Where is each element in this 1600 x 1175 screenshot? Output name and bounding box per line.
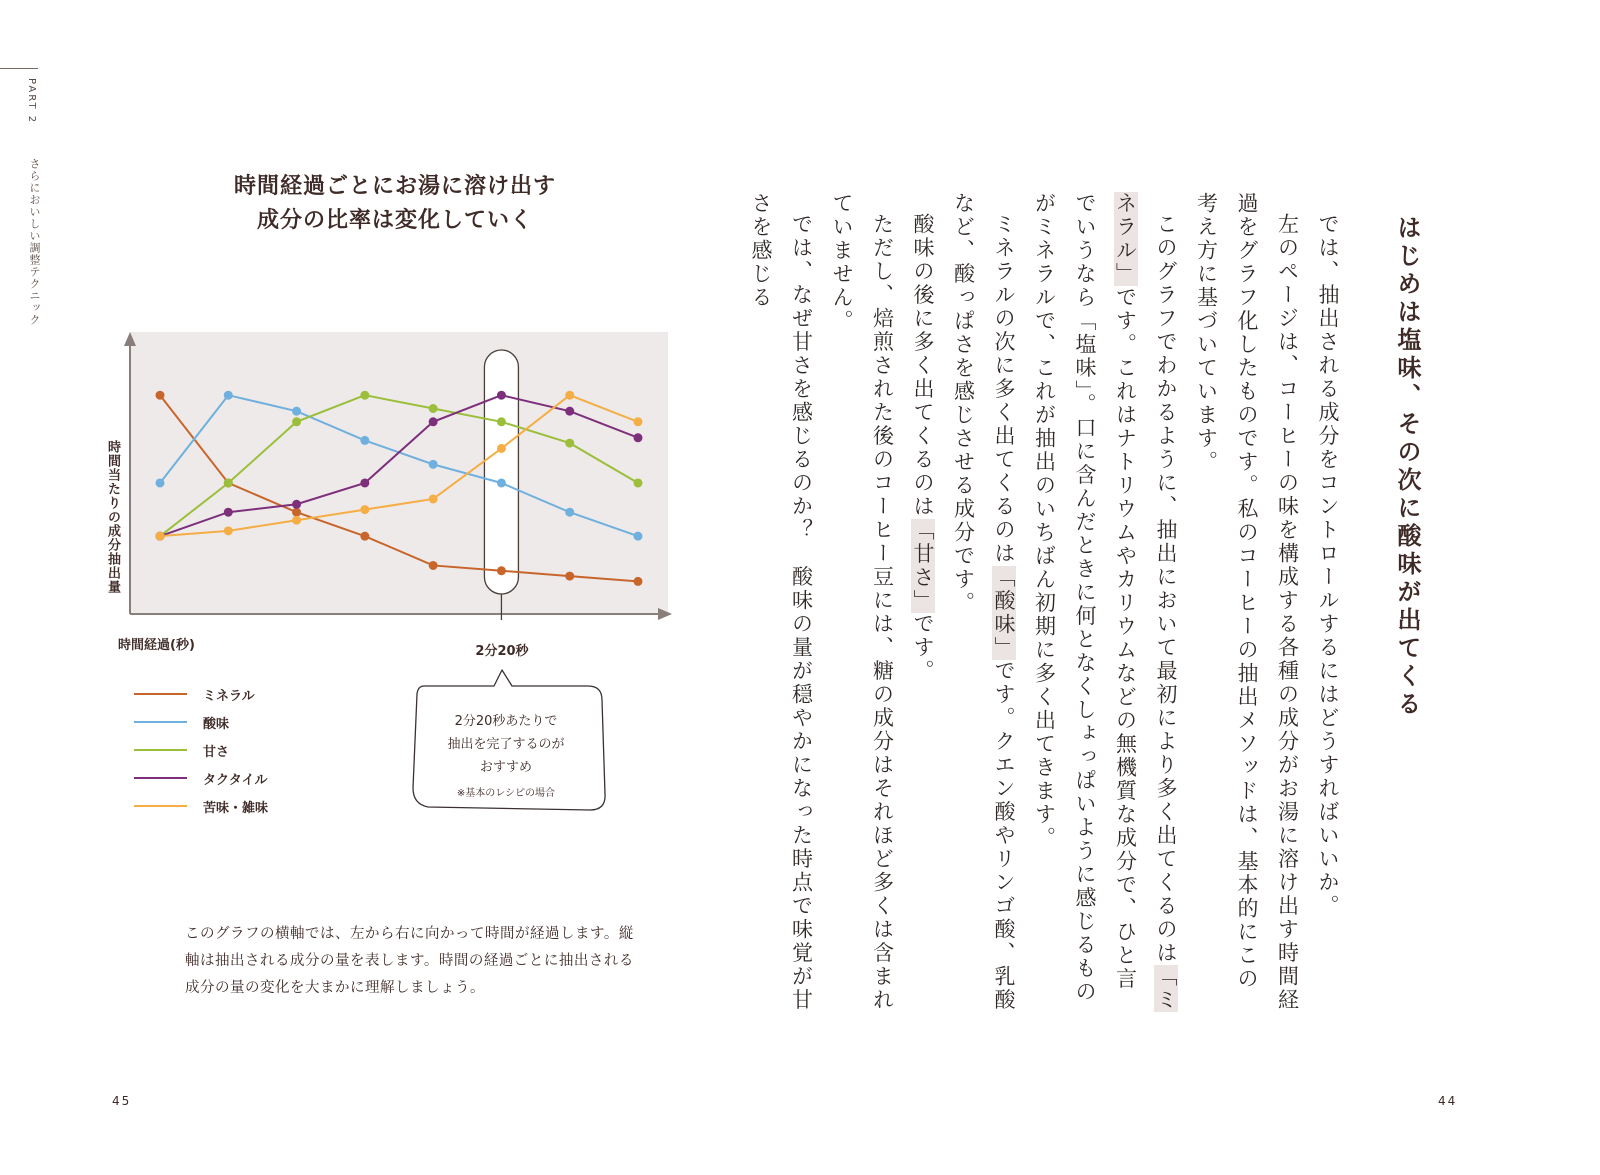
data-point xyxy=(497,391,506,400)
legend-swatch xyxy=(134,749,187,751)
line-chart xyxy=(80,320,680,630)
paragraph xyxy=(1024,192,1186,1012)
paragraph xyxy=(1308,192,1349,1012)
highlight: 「酸味」 xyxy=(992,565,1016,660)
time-marker-band xyxy=(484,350,518,594)
text: 左のページは、コーヒーの味を構成する各種の成分がお湯に溶け出す時間経過をグラフ化したものです。私のコーヒーの抽出メソッドは、基本的にこの考え方に基づいています。 xyxy=(1194,192,1300,1012)
paragraph xyxy=(1186,192,1308,1012)
highlight: 「ミネラル」 xyxy=(1113,192,1178,1012)
data-point xyxy=(565,439,574,448)
paragraph xyxy=(943,192,1024,1012)
chart-title xyxy=(180,170,610,238)
data-point xyxy=(224,391,233,400)
data-point xyxy=(497,478,506,487)
highlight: 「甘さ」 xyxy=(911,518,935,613)
data-point xyxy=(224,508,233,517)
legend-label: 酸味 xyxy=(203,716,230,732)
legend-item xyxy=(134,736,268,764)
x-axis-label: 時間経過(秒) xyxy=(118,638,195,653)
part-rule xyxy=(0,68,38,69)
data-point xyxy=(360,505,369,514)
data-point xyxy=(565,407,574,416)
page-number-right: 44 xyxy=(1438,1094,1458,1108)
chart-title-line2: 成分の比率は変化していく xyxy=(256,208,533,233)
data-point xyxy=(429,494,438,503)
data-point xyxy=(360,391,369,400)
paragraph xyxy=(741,192,822,1012)
legend-item xyxy=(134,680,268,708)
legend-item xyxy=(134,792,268,820)
paragraph xyxy=(903,192,944,1012)
data-point xyxy=(634,433,643,442)
data-point xyxy=(497,444,506,453)
paragraph xyxy=(822,192,903,1012)
text: です。これはナトリウムやカリウムなどの無機質な成分で、ひと言でいうなら「塩味」。口に含んだときに何となくしょっぱいように感じるものがミネラルで、これが抽出のいちばん初期に多く出てきます。 xyxy=(1032,192,1138,1004)
legend-label: 甘さ xyxy=(203,744,230,760)
data-point xyxy=(429,561,438,570)
text: このグラフでわかるように、抽出において最初により多く出てくるのは xyxy=(1154,213,1178,965)
chart-description: このグラフの横軸では、左から右に向かって時間が経過します。縦軸は抽出される成分の量を表します。時間の経過ごとに抽出される成分の量の変化を大まかに理解しましょう。 xyxy=(185,926,634,996)
text: です。クエン酸やリンゴ酸、乳酸など、酸っぱさを感じさせる成分です。 xyxy=(951,192,1016,1012)
legend-item xyxy=(134,708,268,736)
legend-swatch xyxy=(134,721,187,723)
y-axis-label: 時間当たりの成分抽出量 xyxy=(105,440,120,594)
part-label: PART 2 xyxy=(26,78,37,125)
text: では、抽出される成分をコントロールするにはどうすればいいか。 xyxy=(1316,213,1340,918)
callout-text xyxy=(418,710,594,805)
data-point xyxy=(429,404,438,413)
data-point xyxy=(565,508,574,517)
legend-swatch xyxy=(134,777,187,779)
data-point xyxy=(565,572,574,581)
data-point xyxy=(360,532,369,541)
text: です。 xyxy=(911,612,935,683)
legend-swatch xyxy=(134,805,187,807)
legend-label: ミネラル xyxy=(203,688,255,704)
legend-label: タクタイル xyxy=(203,772,268,788)
text: ただし、焙煎された後のコーヒー豆には、糖の成分はそれほど多くは含まれていません。 xyxy=(830,192,895,1012)
callout-line: 2分20秒あたりで xyxy=(454,714,558,729)
data-point xyxy=(429,417,438,426)
data-point xyxy=(292,417,301,426)
plot-background xyxy=(130,332,668,614)
data-point xyxy=(429,460,438,469)
data-point xyxy=(224,526,233,535)
callout-note: ※基本のレシピの場合 xyxy=(456,788,556,799)
data-point xyxy=(156,478,165,487)
body-text xyxy=(749,192,1348,1012)
callout-line: おすすめ xyxy=(479,760,533,775)
data-point xyxy=(156,391,165,400)
chart-title-line1: 時間経過ごとにお湯に溶け出す xyxy=(233,174,556,199)
legend-swatch xyxy=(134,693,187,695)
data-point xyxy=(497,566,506,575)
data-point xyxy=(292,508,301,517)
data-point xyxy=(292,500,301,509)
data-point xyxy=(565,391,574,400)
data-point xyxy=(634,577,643,586)
section-label: さらにおいしい調整テクニック xyxy=(28,158,41,326)
data-point xyxy=(634,478,643,487)
chart-legend xyxy=(134,680,268,820)
section-heading: はじめは塩味、その次に酸味が出てくる xyxy=(1393,215,1421,719)
page-number-left: 45 xyxy=(112,1094,132,1108)
data-point xyxy=(292,516,301,525)
data-point xyxy=(497,417,506,426)
data-point xyxy=(224,478,233,487)
legend-label: 苦味・雑味 xyxy=(203,800,269,816)
data-point xyxy=(292,407,301,416)
text: では、なぜ甘さを感じるのか？ 酸味の量が穏やかになった時点で味覚が甘さを感じる xyxy=(749,192,814,1012)
time-marker-label: 2分20秒 xyxy=(475,644,529,659)
data-point xyxy=(634,417,643,426)
callout-line: 抽出を完了するのが xyxy=(447,737,565,752)
text: ミネラルの次に多く出てくるのは xyxy=(992,213,1016,566)
data-point xyxy=(360,478,369,487)
data-point xyxy=(634,532,643,541)
data-point xyxy=(156,532,165,541)
legend-item xyxy=(134,764,268,792)
data-point xyxy=(360,436,369,445)
text: 酸味の後に多く出てくるのは xyxy=(911,213,935,519)
